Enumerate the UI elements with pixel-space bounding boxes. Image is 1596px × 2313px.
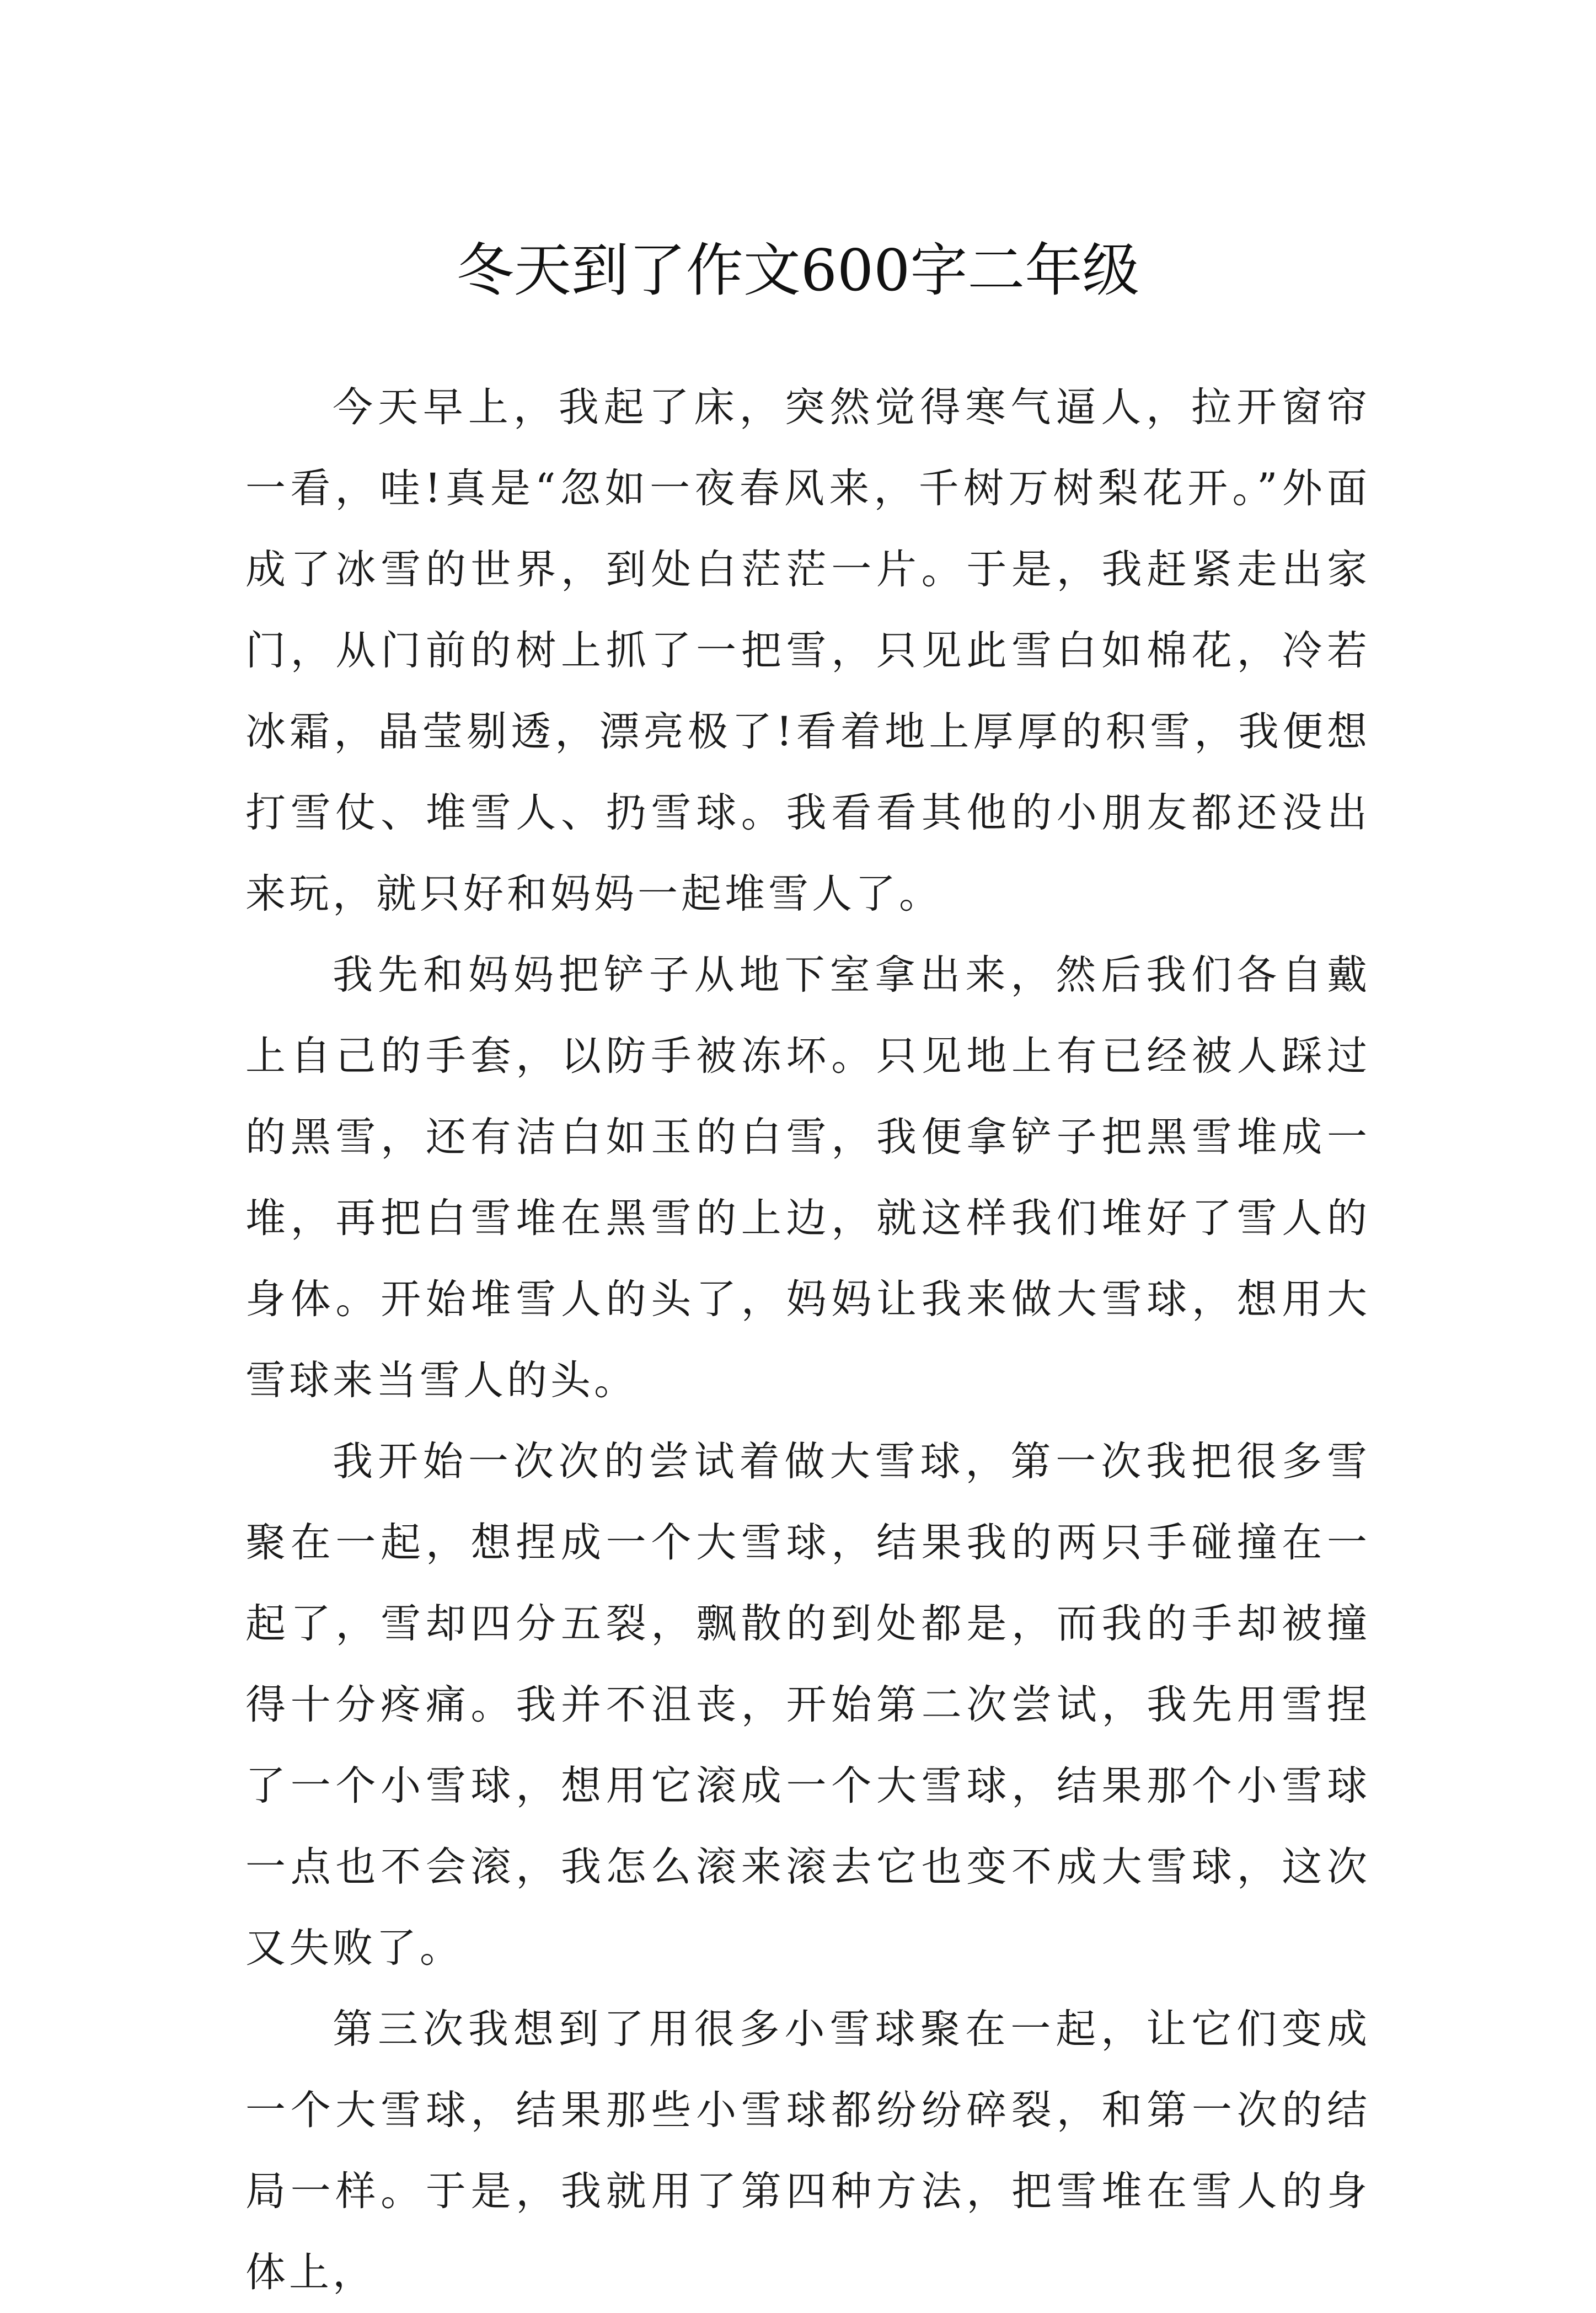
document-body [245, 367, 1370, 2313]
paragraph-2: 我先和妈妈把铲子从地下室拿出来，然后我们各自戴上自己的手套，以防手被冻坏。只见地上有已经被人踩过的黑雪，还有洁白如玉的白雪，我便拿铲子把黑雪堆成一堆，再把白雪堆在黑雪的上边，就这样我们堆好了雪人的身体。开始堆雪人的头了，妈妈让我来做大雪球，想用大雪球来当雪人的头。 [245, 952, 1370, 1404]
document-title: 冬天到了作文600字二年级 [456, 236, 1140, 304]
paragraph-1: 今天早上，我起了床，突然觉得寒气逼人，拉开窗帘一看，哇!真是“忽如一夜春风来，千树万树梨花开。”外面成了冰雪的世界，到处白茫茫一片。于是，我赶紧走出家门，从门前的树上抓了一把雪，只见此雪白如棉花，冷若冰霜，晶莹剔透，漂亮极了!看着地上厚厚的积雪，我便想打雪仗、堆雪人、扔雪球。我看看其他的小朋友都还没出来玩，就只好和妈妈一起堆雪人了。 [245, 384, 1370, 917]
paragraph-4: 第三次我想到了用很多小雪球聚在一起，让它们变成一个大雪球，结果那些小雪球都纷纷碎裂，和第一次的结局一样。于是，我就用了第四种方法，把雪堆在雪人的身体上， [245, 2006, 1370, 2296]
paragraph-3: 我开始一次次的尝试着做大雪球，第一次我把很多雪聚在一起，想捏成一个大雪球，结果我的两只手碰撞在一起了，雪却四分五裂，飘散的到处都是，而我的手却被撞得十分疼痛。我并不沮丧，开始第二次尝试，我先用雪捏了一个小雪球，想用它滚成一个大雪球，结果那个小雪球一点也不会滚，我怎么滚来滚去它也变不成大雪球，这次又失败了。 [245, 1438, 1370, 1972]
